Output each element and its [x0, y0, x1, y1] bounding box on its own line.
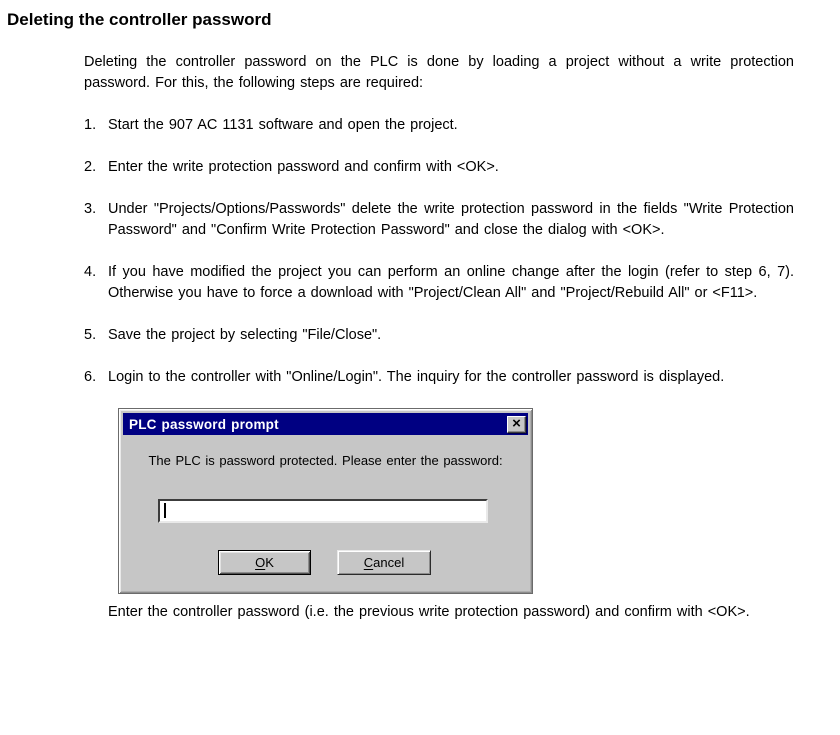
- ok-button-accesskey: O: [255, 555, 266, 570]
- dialog-title: PLC password prompt: [129, 416, 279, 432]
- intro-paragraph: Deleting the controller password on the PLC is done by loading a project without a write protection password. For this, the following steps are required:: [84, 54, 794, 91]
- step-text: If you have modified the project you can perform an online change after the login (refer to step 6, 7). Otherwise you have to force a download with "Project/Clean All" and "Project/Rebuild All" or <F11>.: [108, 264, 794, 301]
- step-item-5: [84, 325, 794, 346]
- dialog-titlebar: [123, 413, 528, 435]
- step-item-1: [84, 115, 794, 136]
- step-text: Enter the write protection password and confirm with <OK>.: [108, 159, 499, 175]
- text-caret: [164, 503, 166, 518]
- step-text: Start the 907 AC 1131 software and open the project.: [108, 117, 458, 133]
- ok-button-label: K: [265, 555, 274, 570]
- cancel-button[interactable]: [337, 550, 431, 575]
- step-number: 2.: [84, 159, 97, 175]
- closing-paragraph: Enter the controller password (i.e. the previous write protection password) and confirm with <OK>.: [108, 604, 750, 620]
- dialog-message: The PLC is password protected. Please enter the password:: [148, 453, 503, 468]
- step-text: Under "Projects/Options/Passwords" delete the write protection password in the fields "Write Protection Password" and "Confirm Write Protection Password" and close the dialog with <OK>.: [108, 201, 794, 238]
- step-text: Save the project by selecting "File/Close".: [108, 327, 382, 343]
- cancel-button-label: ancel: [373, 555, 405, 570]
- close-button[interactable]: [507, 416, 526, 433]
- step-text: Login to the controller with "Online/Login". The inquiry for the controller password is displayed.: [108, 369, 725, 385]
- step-number: 6.: [84, 369, 97, 385]
- step-number: 1.: [84, 117, 97, 133]
- step-number: 5.: [84, 327, 97, 343]
- dialog-screenshot: [118, 408, 794, 594]
- document-page: [0, 10, 840, 623]
- step-number: 4.: [84, 264, 97, 280]
- step-item-3: [84, 199, 794, 241]
- step-number: 3.: [84, 201, 97, 217]
- step-item-6: [84, 367, 794, 388]
- cancel-button-accesskey: C: [363, 555, 374, 570]
- plc-password-dialog: [118, 408, 533, 594]
- password-input[interactable]: [158, 499, 488, 523]
- ok-button[interactable]: [218, 550, 311, 575]
- page-content: [84, 52, 794, 623]
- close-icon: ×: [512, 415, 521, 432]
- step-item-4: [84, 262, 794, 304]
- page-title: Deleting the controller password: [7, 10, 272, 29]
- step-item-2: [84, 157, 794, 178]
